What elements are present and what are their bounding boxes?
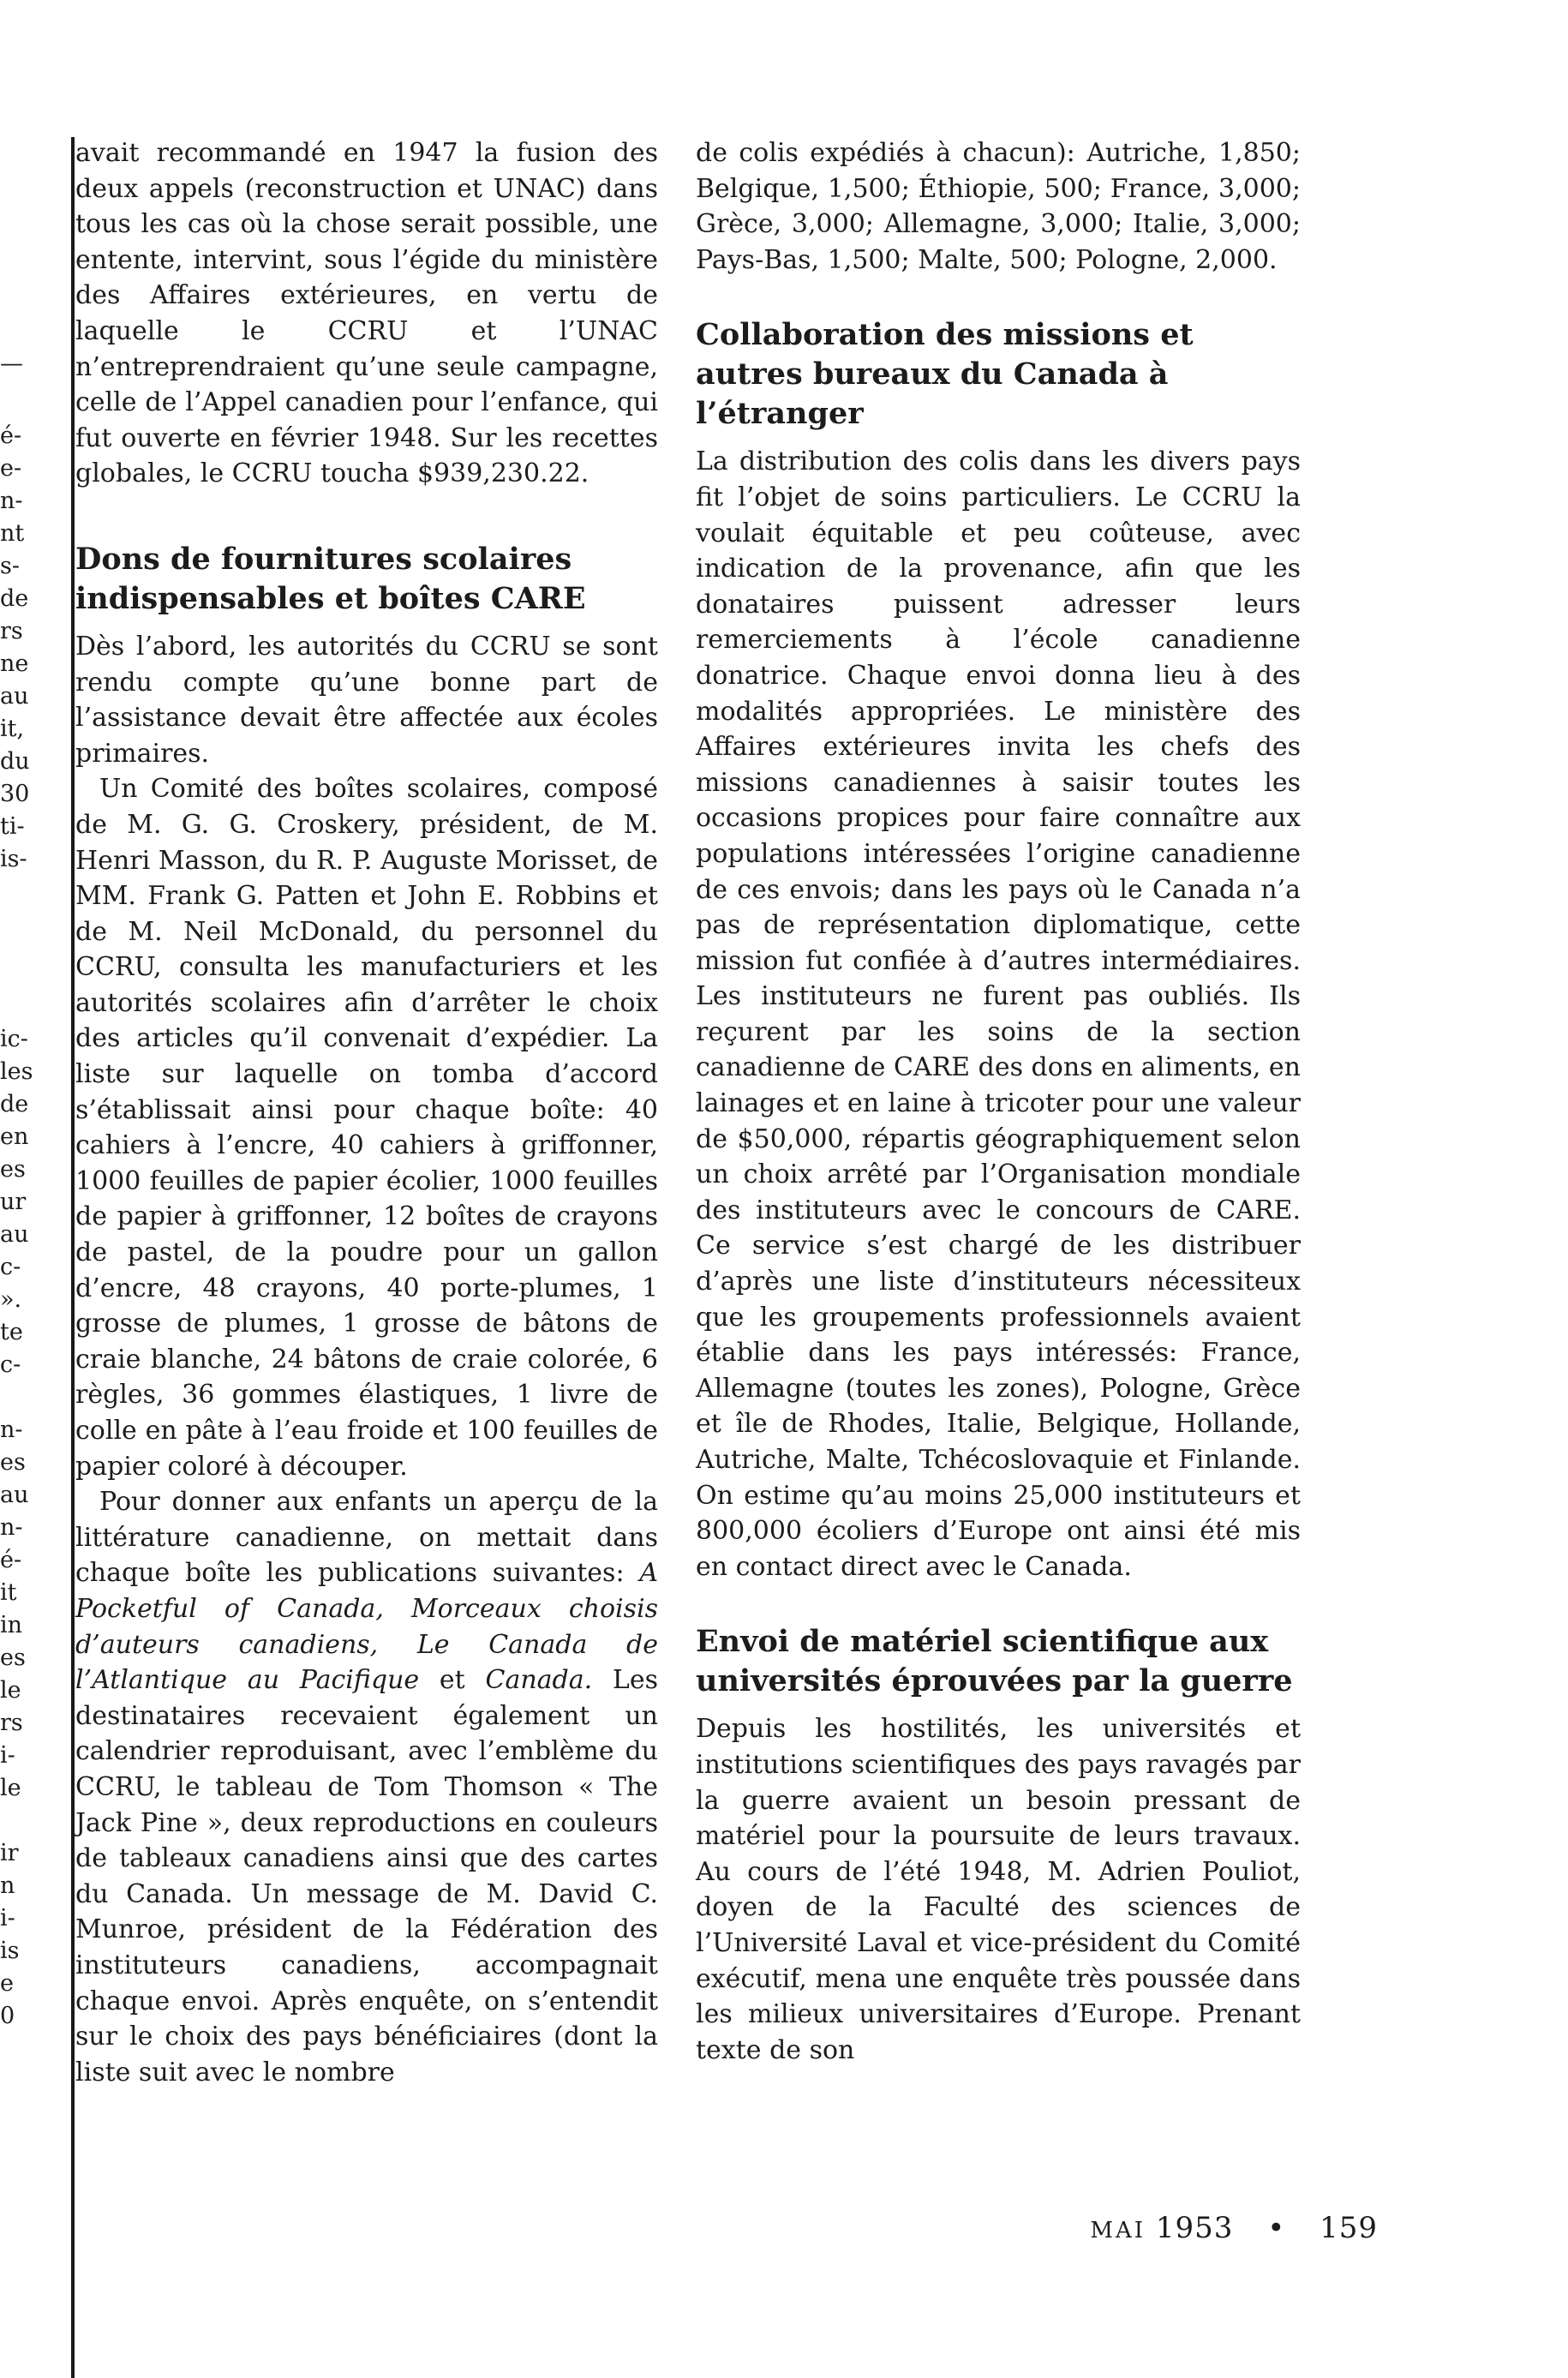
footer-separator: • (1267, 2211, 1286, 2245)
margin-fragment: it, (0, 716, 25, 742)
margin-fragment: i- (0, 1905, 15, 1932)
left-column (75, 135, 658, 2090)
literature-text-e: Les destinataires recevaient également un calendrier reproduisant, avec l’emblème du CCRU, le tableau de Tom Thomson « The Jack Pine », deux reproductions en couleurs de tableaux canadiens ainsi que des cartes du Canada. Un message de M. David C. Munroe, président de la Fédération des instituteurs canadiens, accompagnait chaque envoi. Après enquête, on s’entendit sur le choix des pays bénéficiaires (dont la liste suit avec le nombre (75, 1665, 658, 2087)
margin-fragment: ur (0, 1189, 27, 1215)
margin-fragment: au (0, 1221, 29, 1248)
margin-fragment: é- (0, 1547, 22, 1573)
margin-fragment: de (0, 585, 29, 612)
right-column (696, 135, 1301, 2068)
margin-fragment: ». (0, 1286, 22, 1313)
margin-fragment: le (0, 1677, 21, 1704)
margin-fragment: e (0, 1970, 14, 1997)
margin-fragment: — (0, 350, 23, 377)
margin-fragment: 0 (0, 2003, 15, 2029)
margin-fragment: du (0, 748, 30, 775)
margin-fragment: es (0, 1449, 26, 1476)
left-paragraph-literature (75, 1484, 658, 2090)
margin-fragment: s- (0, 553, 20, 579)
margin-fragment: ne (0, 650, 29, 677)
literature-text-c: et (419, 1665, 486, 1696)
margin-fragment: i- (0, 1742, 15, 1769)
margin-fragment: rs (0, 1710, 23, 1736)
page-footer (1090, 2211, 1378, 2245)
section-heading-scientific-material: Envoi de matériel scientifique aux universités éprouvées par la guerre (696, 1624, 1293, 1699)
margin-fragment: 30 (0, 781, 30, 807)
footer-month: MAI (1090, 2218, 1146, 2243)
margin-fragment: is- (0, 846, 27, 872)
margin-fragment: le (0, 1775, 21, 1801)
adjacent-page-margin-fragment (0, 0, 60, 2378)
right-paragraph-hostilities: Depuis les hostilités, les universités et institutions scientifiques des pays ravagés par la guerre avaient un besoin pressant de matériel pour la poursuite de leurs travaux. Au cours de l’été 1948, M. Adrien Pouliot, doyen de la Faculté des sciences de l’Université Laval et vice-président du Comité exécutif, mena une enquête très poussée dans les milieux universitaires d’Europe. Prenant texte de son (696, 1714, 1301, 2065)
margin-fragment: e- (0, 455, 22, 482)
margin-fragment: n- (0, 1417, 23, 1443)
margin-fragment: nt (0, 520, 25, 547)
margin-fragment: ic- (0, 1026, 28, 1052)
literature-title-canada: Canada. (485, 1665, 593, 1696)
page-number: 159 (1320, 2211, 1378, 2245)
margin-fragment: es (0, 1156, 26, 1183)
margin-fragment: ti- (0, 813, 25, 840)
literature-text-a: Pour donner aux enfants un aperçu de la littérature canadienne, on mettait dans chaque boîte les publications suivantes: (75, 1487, 658, 1589)
margin-fragment: n- (0, 488, 23, 514)
margin-fragment: au (0, 683, 29, 710)
left-paragraph-school-intro: Dès l’abord, les autorités du CCRU se sont rendu compte qu’une bonne part de l’assistance devait être affectée aux écoles primaires. (75, 631, 658, 769)
margin-fragment: it (0, 1579, 17, 1606)
margin-fragment: n- (0, 1514, 23, 1541)
margin-fragment: de (0, 1091, 29, 1117)
binding-edge-line (71, 137, 75, 2378)
margin-fragment: es (0, 1644, 26, 1671)
margin-fragment: au (0, 1482, 29, 1508)
margin-fragment: é- (0, 422, 22, 449)
margin-fragment: ir (0, 1840, 19, 1866)
section-heading-school-supplies: Dons de fournitures scolaires indispensables et boîtes CARE (75, 541, 586, 616)
margin-fragment: c- (0, 1351, 21, 1378)
margin-fragment: in (0, 1612, 23, 1638)
left-paragraph-committee: Un Comité des boîtes scolaires, composé de M. G. G. Croskery, président, de M. Henri Masson, du R. P. Auguste Morisset, de MM. Frank G. Patten et John E. Robbins et de M. Neil McDonald, du personnel du CCRU, consulta les manufacturiers et les autorités scolaires afin d’arrêter le choix des articles qu’il convenait d’expédier. La liste sur laquelle on tomba d’accord s’établissait ainsi pour chaque boîte: 40 cahiers à l’encre, 40 cahiers à griffonner, 1000 feuilles de papier écolier, 1000 feuilles de papier à griffonner, 12 boîtes de crayons de pastel, de la poudre pour un gallon d’encre, 48 crayons, 40 porte-plumes, 1 grosse de plumes, 1 grosse de bâtons de craie blanche, 24 bâtons de craie colorée, 6 règles, 36 gommes élastiques, 1 livre de colle en pâte à l’eau froide et 100 feuilles de papier coloré à découper. (75, 774, 658, 1482)
margin-fragment: en (0, 1123, 29, 1150)
margin-fragment: rs (0, 618, 23, 644)
literature-titles: A Pocketful of Canada, Morceaux choisis d’auteurs canadiens, Le Canada de l’Atlantique au Pacifique (75, 1558, 658, 1696)
right-paragraph-distribution: La distribution des colis dans les divers pays fit l’objet de soins particuliers. Le CCRU la voulait équitable et peu coûteuse, avec indication de la provenance, afin que les donataires puissent adresser leurs remerciements à l’école canadienne donatrice. Chaque envoi donna lieu à des modalités appropriées. Le ministère des Affaires extérieures invita les chefs des missions canadiennes à saisir toutes les occasions propices pour faire connaître aux populations intéressées l’origine canadienne de ces envois; dans les pays où le Canada n’a pas de représentation diplomatique, cette mission fut confiée à d’autres intermédiaires. Les instituteurs ne furent pas oubliés. Ils reçurent par les soins de la section canadienne de CARE des dons en aliments, en lainages et en laine à tricoter pour une valeur de $50,000, répartis géographiquement selon un choix arrêté par l’Organisation mondiale des instituteurs avec le concours de CARE. Ce service s’est chargé de les distribuer d’après une liste d’instituteurs nécessiteux que les groupements professionnels avaient établie dans les pays intéressés: France, Allemagne (toutes les zones), Pologne, Grèce et île de Rhodes, Italie, Belgique, Hollande, Autriche, Malte, Tchécoslovaquie et Finlande. On estime qu’au moins 25,000 instituteurs et 800,000 écoliers d’Europe ont ainsi été mis en contact direct avec le Canada. (696, 446, 1301, 1582)
left-paragraph-continuation: avait recommandé en 1947 la fusion des deux appels (reconstruction et UNAC) dans tous les cas où la chose serait possible, une entente, intervint, sous l’égide du ministère des Affaires extérieures, en vertu de laquelle le CCRU et l’UNAC n’entreprendraient qu’une seule campagne, celle de l’Appel canadien pour l’enfance, qui fut ouverte en février 1948. Sur les recettes globales, le CCRU toucha $939,230.22. (75, 138, 658, 489)
right-paragraph-country-list: de colis expédiés à chacun): Autriche, 1,850; Belgique, 1,500; Éthiopie, 500; France, 3,000; Grèce, 3,000; Allemagne, 3,000; Italie, 3,000; Pays-Bas, 1,500; Malte, 500; Pologne, 2,000. (696, 138, 1301, 275)
margin-fragment: is (0, 1938, 20, 1964)
section-heading-missions: Collaboration des missions et autres bureaux du Canada à l’étranger (696, 317, 1194, 432)
margin-fragment: n (0, 1872, 15, 1899)
margin-fragment: les (0, 1058, 33, 1085)
margin-fragment: te (0, 1319, 23, 1345)
margin-fragment: c- (0, 1254, 21, 1280)
footer-year: 1953 (1155, 2211, 1234, 2245)
